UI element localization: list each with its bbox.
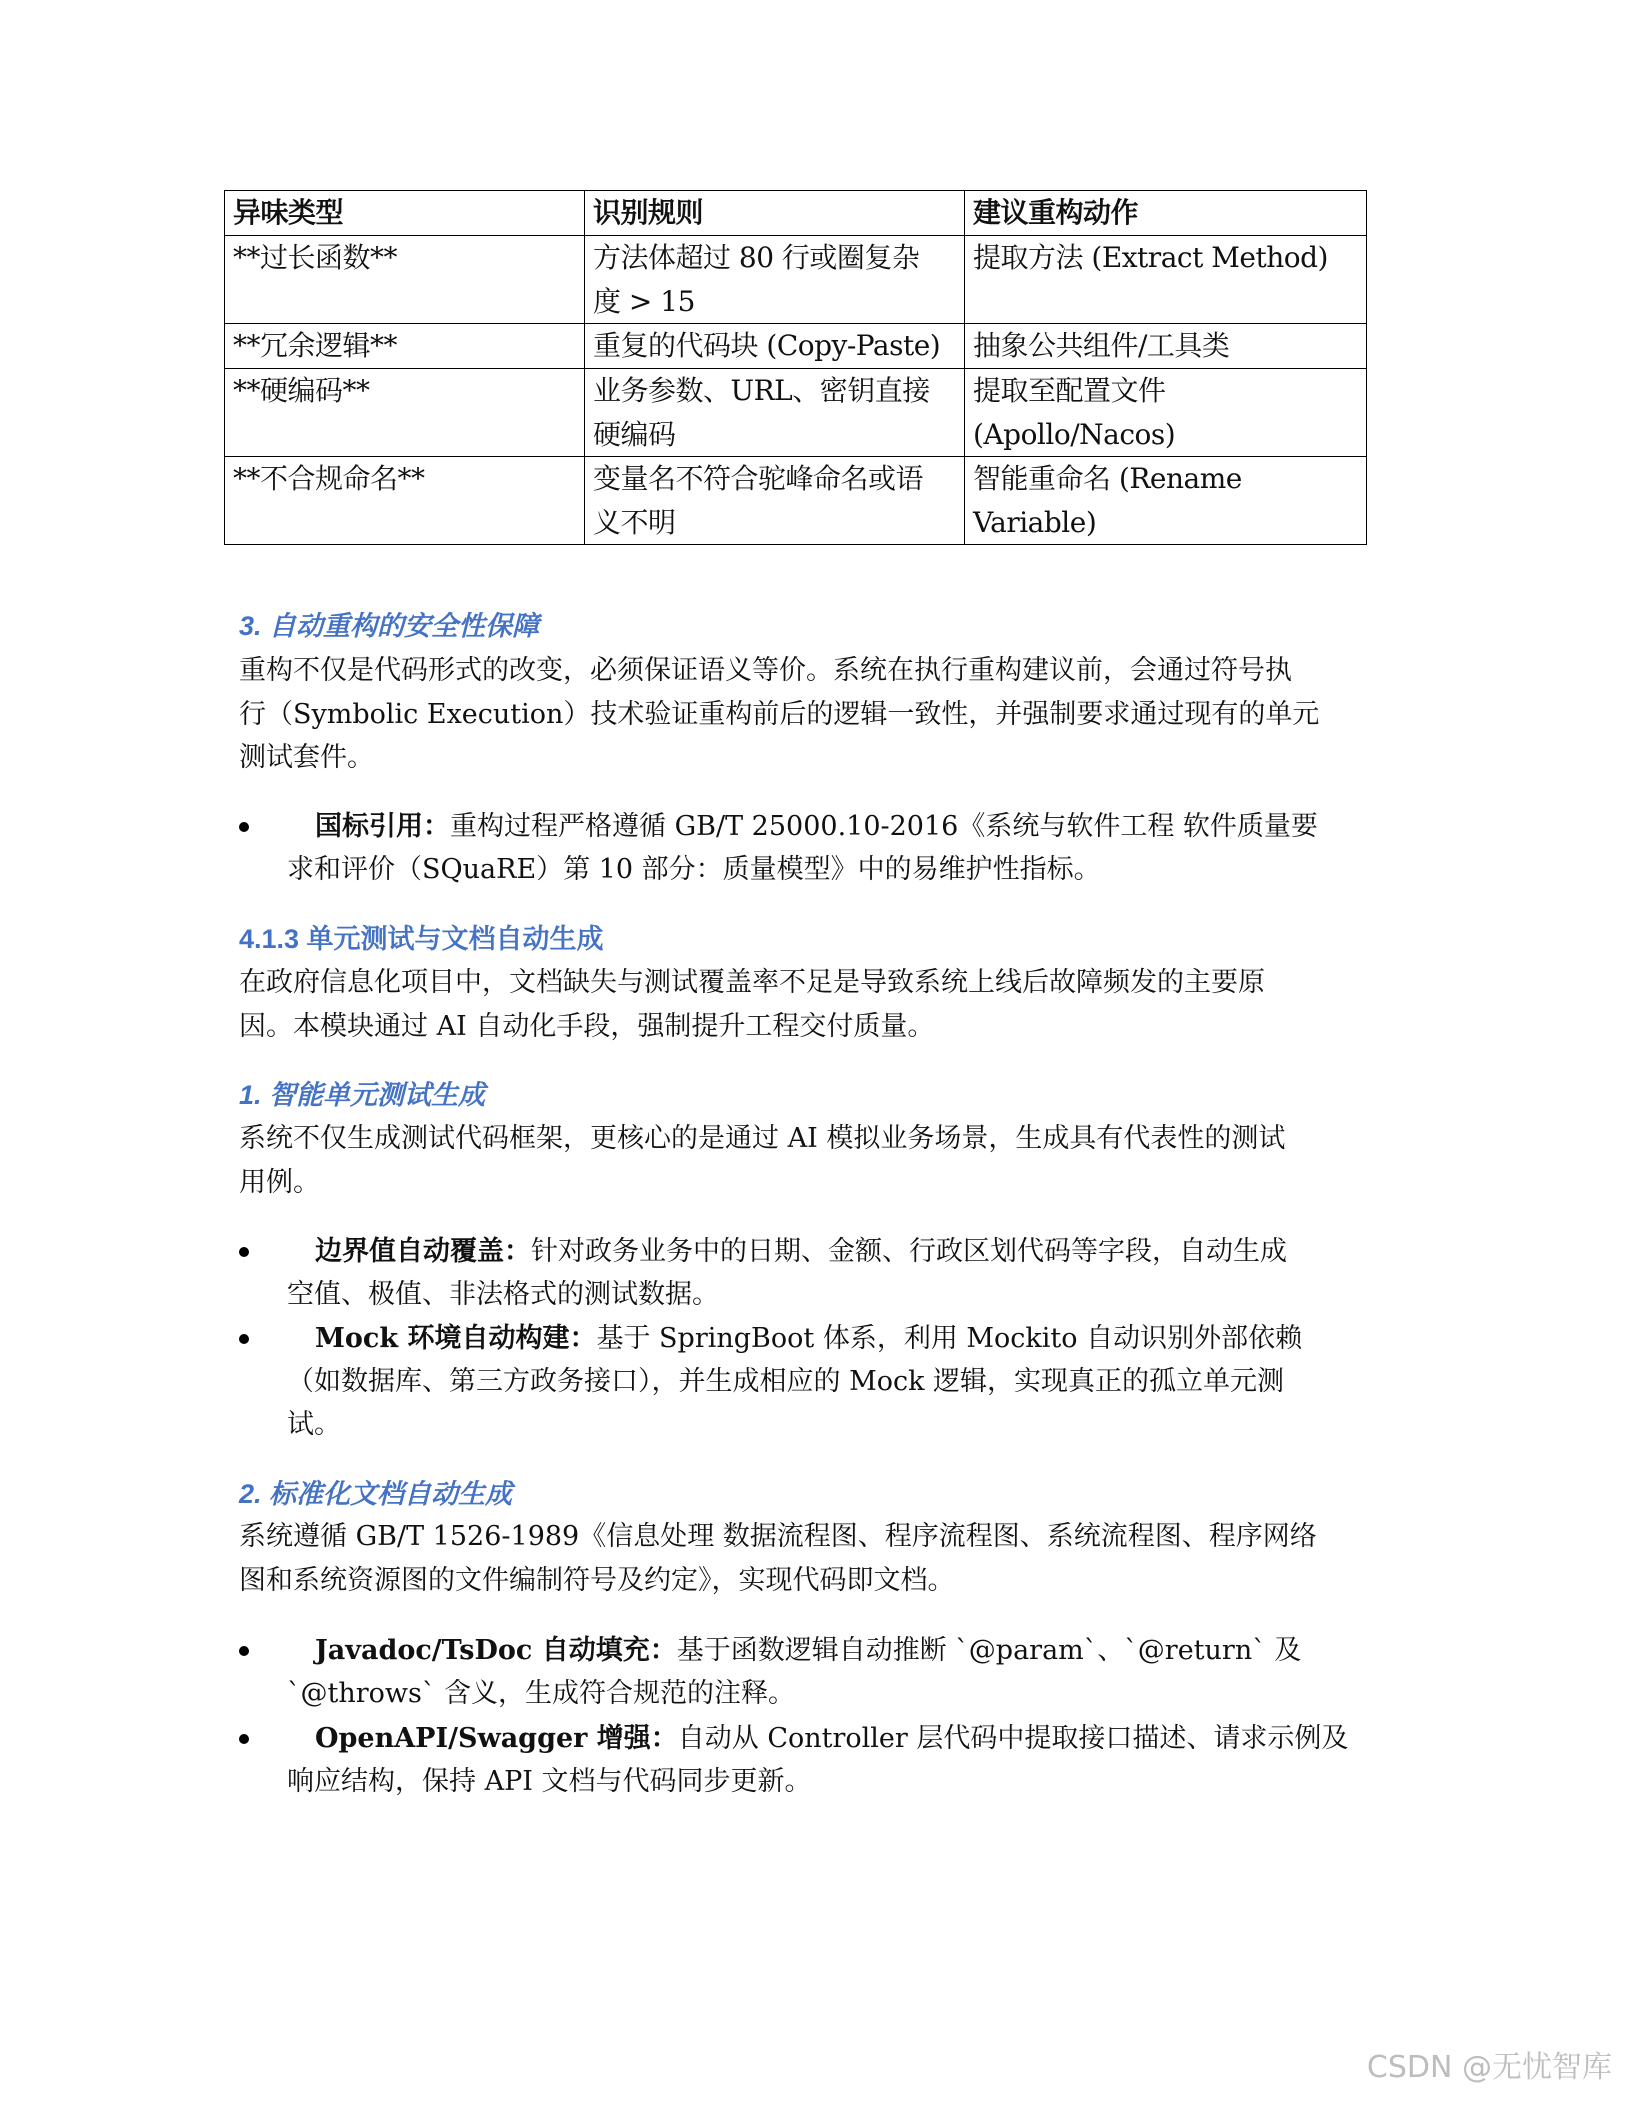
watermark: CSDN @无忧智库 — [1366, 2050, 1612, 2085]
cell-line: 提取方法 (Extract Method) — [973, 241, 1328, 274]
bullet-item — [239, 1717, 1379, 1803]
bullet-line: 求和评价（SQuaRE）第 10 部分：质量模型》中的易维护性指标。 — [287, 854, 1101, 885]
cell-line: 度 > 15 — [593, 284, 695, 318]
table-cell: **冗余逻辑** — [225, 324, 585, 369]
bullet-icon — [239, 1646, 249, 1656]
bullet-icon — [239, 822, 249, 832]
bullet-label: OpenAPI/Swagger 增强： — [315, 1723, 678, 1754]
bullet-text: 自动从 Controller 层代码中提取接口描述、请求示例及 — [677, 1723, 1349, 1754]
table-cell — [585, 236, 965, 324]
cell-line: 重复的代码块 (Copy-Paste) — [593, 329, 941, 362]
bullet-label: 国标引用： — [315, 811, 450, 842]
paragraph — [239, 961, 1379, 1048]
table-header-row — [225, 191, 1367, 236]
bullet-text: 基于 SpringBoot 体系，利用 Mockito 自动识别外部依赖 — [596, 1323, 1303, 1354]
table-cell: **不合规命名** — [225, 457, 585, 545]
table-cell: **过长函数** — [225, 236, 585, 324]
table-cell — [965, 369, 1367, 457]
table-row — [225, 369, 1367, 457]
table-cell — [585, 369, 965, 457]
paragraph-line: 测试套件。 — [239, 742, 374, 773]
table-row — [225, 457, 1367, 545]
bullet-text: 基于函数逻辑自动推断 `@param`、`@return` 及 — [676, 1635, 1302, 1666]
paragraph — [239, 1515, 1379, 1602]
bullet-line — [239, 1230, 1379, 1273]
bullet-line — [239, 1629, 1379, 1672]
table-row — [225, 236, 1367, 324]
section-heading: 3. 自动重构的安全性保障 — [239, 611, 540, 641]
bullet-icon — [239, 1247, 249, 1257]
cell-line: Variable) — [973, 505, 1097, 539]
bullet-label: Javadoc/TsDoc 自动填充： — [315, 1635, 677, 1666]
bullet-line: 空值、极值、非法格式的测试数据。 — [287, 1279, 719, 1310]
cell-line: 变量名不符合驼峰命名或语 — [593, 462, 924, 495]
section-heading: 4.1.3 单元测试与文档自动生成 — [239, 924, 604, 954]
paragraph — [239, 649, 1379, 780]
paragraph-line: 用例。 — [239, 1166, 320, 1198]
table-cell — [585, 324, 965, 369]
table-cell — [965, 236, 1367, 324]
cell-line: 智能重命名 (Rename — [973, 462, 1242, 495]
table-header: 建议重构动作 — [965, 191, 1367, 236]
table-cell — [965, 457, 1367, 545]
bullet-label: Mock 环境自动构建： — [315, 1323, 597, 1354]
paragraph-line: 系统遵循 GB/T 1526-1989《信息处理 数据流程图、程序流程图、系统流程图、程序网络 — [239, 1521, 1317, 1552]
bullet-line: 响应结构，保持 API 文档与代码同步更新。 — [287, 1766, 812, 1797]
cell-line: 抽象公共组件/工具类 — [973, 329, 1230, 362]
bullet-line — [239, 1717, 1379, 1760]
bullet-icon — [239, 1334, 249, 1344]
paragraph-line: 重构不仅是代码形式的改变，必须保证语义等价。系统在执行重构建议前，会通过符号执 — [239, 655, 1292, 686]
bullet-text: 针对政务业务中的日期、金额、行政区划代码等字段，自动生成 — [531, 1236, 1287, 1267]
paragraph-line: 在政府信息化项目中，文档缺失与测试覆盖率不足是导致系统上线后故障频发的主要原 — [239, 967, 1265, 998]
bullet-text: 重构过程严格遵循 GB/T 25000.10-2016《系统与软件工程 软件质量要 — [450, 811, 1318, 842]
paragraph-line: 系统不仅生成测试代码框架，更核心的是通过 AI 模拟业务场景，生成具有代表性的测试 — [239, 1123, 1286, 1154]
bullet-line: 试。 — [287, 1409, 341, 1440]
paragraph-line: 图和系统资源图的文件编制符号及约定》，实现代码即文档。 — [239, 1564, 955, 1596]
bullet-item — [239, 1230, 1379, 1316]
bullet-line — [239, 805, 1379, 848]
cell-line: 硬编码 — [593, 417, 676, 451]
table-cell: **硬编码** — [225, 369, 585, 457]
bullet-line — [239, 1317, 1379, 1360]
bullet-line: （如数据库、第三方政务接口），并生成相应的 Mock 逻辑，实现真正的孤立单元测 — [287, 1366, 1285, 1397]
bullet-label: 边界值自动覆盖： — [315, 1236, 531, 1267]
cell-line: 方法体超过 80 行或圈复杂 — [593, 241, 920, 274]
cell-line: (Apollo/Nacos) — [973, 417, 1176, 451]
paragraph — [239, 1117, 1379, 1204]
table-header: 异味类型 — [225, 191, 585, 236]
section-heading: 1. 智能单元测试生成 — [239, 1080, 486, 1110]
cell-line: 业务参数、URL、密钥直接 — [593, 374, 930, 407]
bullet-line: `@throws` 含义，生成符合规范的注释。 — [287, 1678, 795, 1709]
bullet-item — [239, 805, 1379, 891]
code-smell-table — [224, 190, 1367, 545]
table-row — [225, 324, 1367, 369]
table-cell — [965, 324, 1367, 369]
section-heading: 2. 标准化文档自动生成 — [239, 1479, 513, 1509]
bullet-item — [239, 1317, 1379, 1446]
table-cell — [585, 457, 965, 545]
cell-line: 义不明 — [593, 505, 676, 539]
paragraph-line: 行（Symbolic Execution）技术验证重构前后的逻辑一致性，并强制要求通过现有的单元 — [239, 698, 1320, 730]
cell-line: 提取至配置文件 — [973, 374, 1166, 407]
table-header: 识别规则 — [585, 191, 965, 236]
paragraph-line: 因。本模块通过 AI 自动化手段，强制提升工程交付质量。 — [239, 1010, 935, 1042]
bullet-item — [239, 1629, 1379, 1715]
bullet-icon — [239, 1734, 249, 1744]
